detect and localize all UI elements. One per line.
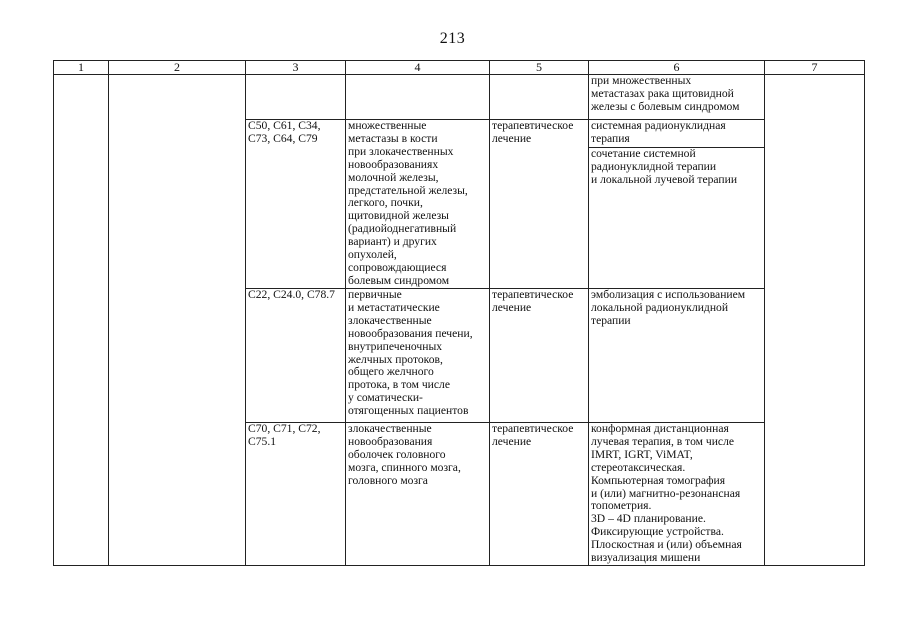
header-col-6: 6: [589, 61, 765, 75]
text-line: мозга, спинного мозга,: [348, 460, 461, 474]
model-cell: [346, 120, 490, 289]
col2-cell: [109, 75, 246, 566]
text-line: радионуклидной терапии: [591, 159, 717, 173]
text-line: злокачественные: [348, 313, 432, 327]
text-line: предстательной железы,: [348, 183, 468, 197]
text-line: щитовидной железы: [348, 209, 449, 223]
method-cell: [589, 148, 765, 289]
col1-cell: [54, 75, 109, 566]
text-line: эмболизация с использованием: [591, 288, 746, 301]
text-line: С22, С24.0, С78.7: [248, 288, 335, 301]
method-cell-continuation: [589, 75, 765, 120]
text-line: опухолей,: [348, 248, 397, 262]
text-line: (радиойоднегативный: [348, 222, 457, 236]
treatment-cell: [490, 120, 589, 289]
text-line: сопровождающиеся: [348, 260, 447, 274]
text-line: оболочек головного: [348, 447, 446, 461]
text-line: сочетание системной: [591, 147, 696, 160]
text-line: новообразованиях: [348, 157, 439, 171]
text-line: общего желчного: [348, 365, 434, 379]
text-line: С70, С71, С72,: [248, 422, 321, 435]
text-line: головного мозга: [348, 473, 428, 487]
codes-cell: [246, 120, 346, 289]
text-line: топометрия.: [591, 499, 652, 513]
text-line: Фиксирующие устройства.: [591, 525, 724, 539]
text-line: молочной железы,: [348, 170, 439, 184]
header-col-2: 2: [109, 61, 246, 75]
header-col-5: 5: [490, 61, 589, 75]
text-line: болевым синдромом: [348, 273, 450, 287]
text-line: лечение: [492, 300, 532, 314]
model-cell: [346, 289, 490, 423]
text-line: у соматически-: [348, 391, 423, 405]
text-line: Плоскостная и (или) объемная: [591, 538, 742, 552]
text-line: метастазы в кости: [348, 131, 438, 145]
text-line: лечение: [492, 434, 532, 448]
text-line: легкого, почки,: [348, 196, 423, 210]
codes-cell: [246, 423, 346, 566]
text-line: железы с болевым синдромом: [591, 99, 740, 113]
codes-cell: [246, 289, 346, 423]
col7-cell: [765, 75, 865, 566]
treatment-cell: [490, 289, 589, 423]
text-line: и метастатические: [348, 300, 440, 314]
text-line: протока, в том числе: [348, 378, 450, 392]
method-cell: [589, 120, 765, 148]
text-line: злокачественные: [348, 422, 432, 435]
method-cell: [589, 289, 765, 423]
text-line: лечение: [492, 131, 532, 145]
text-line: множественные: [348, 119, 427, 132]
method-cell: [589, 423, 765, 566]
text-line: желчных протоков,: [348, 352, 443, 366]
text-line: стереотаксическая.: [591, 460, 686, 474]
text-line: при множественных: [591, 74, 692, 87]
text-line: конформная дистанционная: [591, 422, 729, 435]
model-cell: [346, 423, 490, 566]
text-line: отягощенных пациентов: [348, 404, 469, 418]
text-line: новообразования: [348, 434, 433, 448]
text-line: системная радионуклидная: [591, 119, 726, 132]
text-line: внутрипеченочных: [348, 339, 443, 353]
page-number: 213: [439, 30, 466, 47]
text-line: и локальной лучевой терапии: [591, 172, 738, 186]
header-col-1: 1: [54, 61, 109, 75]
text-line: метастазах рака щитовидной: [591, 86, 734, 100]
text-line: первичные: [348, 288, 402, 301]
treatment-cell: [490, 423, 589, 566]
text-line: С50, С61, С34,: [248, 119, 321, 132]
text-line: вариант) и других: [348, 235, 437, 249]
table-row-continuation: [54, 75, 865, 120]
text-line: Компьютерная томография: [591, 473, 726, 487]
text-line: локальной радионуклидной: [591, 300, 729, 314]
text-line: терапия: [591, 131, 630, 145]
text-line: терапевтическое: [492, 288, 574, 301]
model-cell-empty: [346, 75, 490, 120]
text-line: визуализация мишени: [591, 551, 701, 565]
header-col-7: 7: [765, 61, 865, 75]
text-line: терапии: [591, 313, 631, 327]
text-line: IMRT, IGRT, ViMAT,: [591, 447, 693, 461]
header-col-3: 3: [246, 61, 346, 75]
text-line: С75.1: [248, 434, 277, 448]
text-line: лучевая терапия, в том числе: [591, 434, 735, 448]
text-line: 3D – 4D планирование.: [591, 512, 706, 526]
treatment-cell-empty: [490, 75, 589, 120]
medical-care-table: [53, 60, 865, 566]
text-line: терапевтическое: [492, 422, 574, 435]
text-line: при злокачественных: [348, 144, 454, 158]
header-row: [54, 61, 865, 75]
text-line: терапевтическое: [492, 119, 574, 132]
codes-cell-empty: [246, 75, 346, 120]
text-line: С73, С64, С79: [248, 131, 318, 145]
text-line: новообразования печени,: [348, 326, 473, 340]
text-line: и (или) магнитно-резонансная: [591, 486, 741, 500]
header-col-4: 4: [346, 61, 490, 75]
